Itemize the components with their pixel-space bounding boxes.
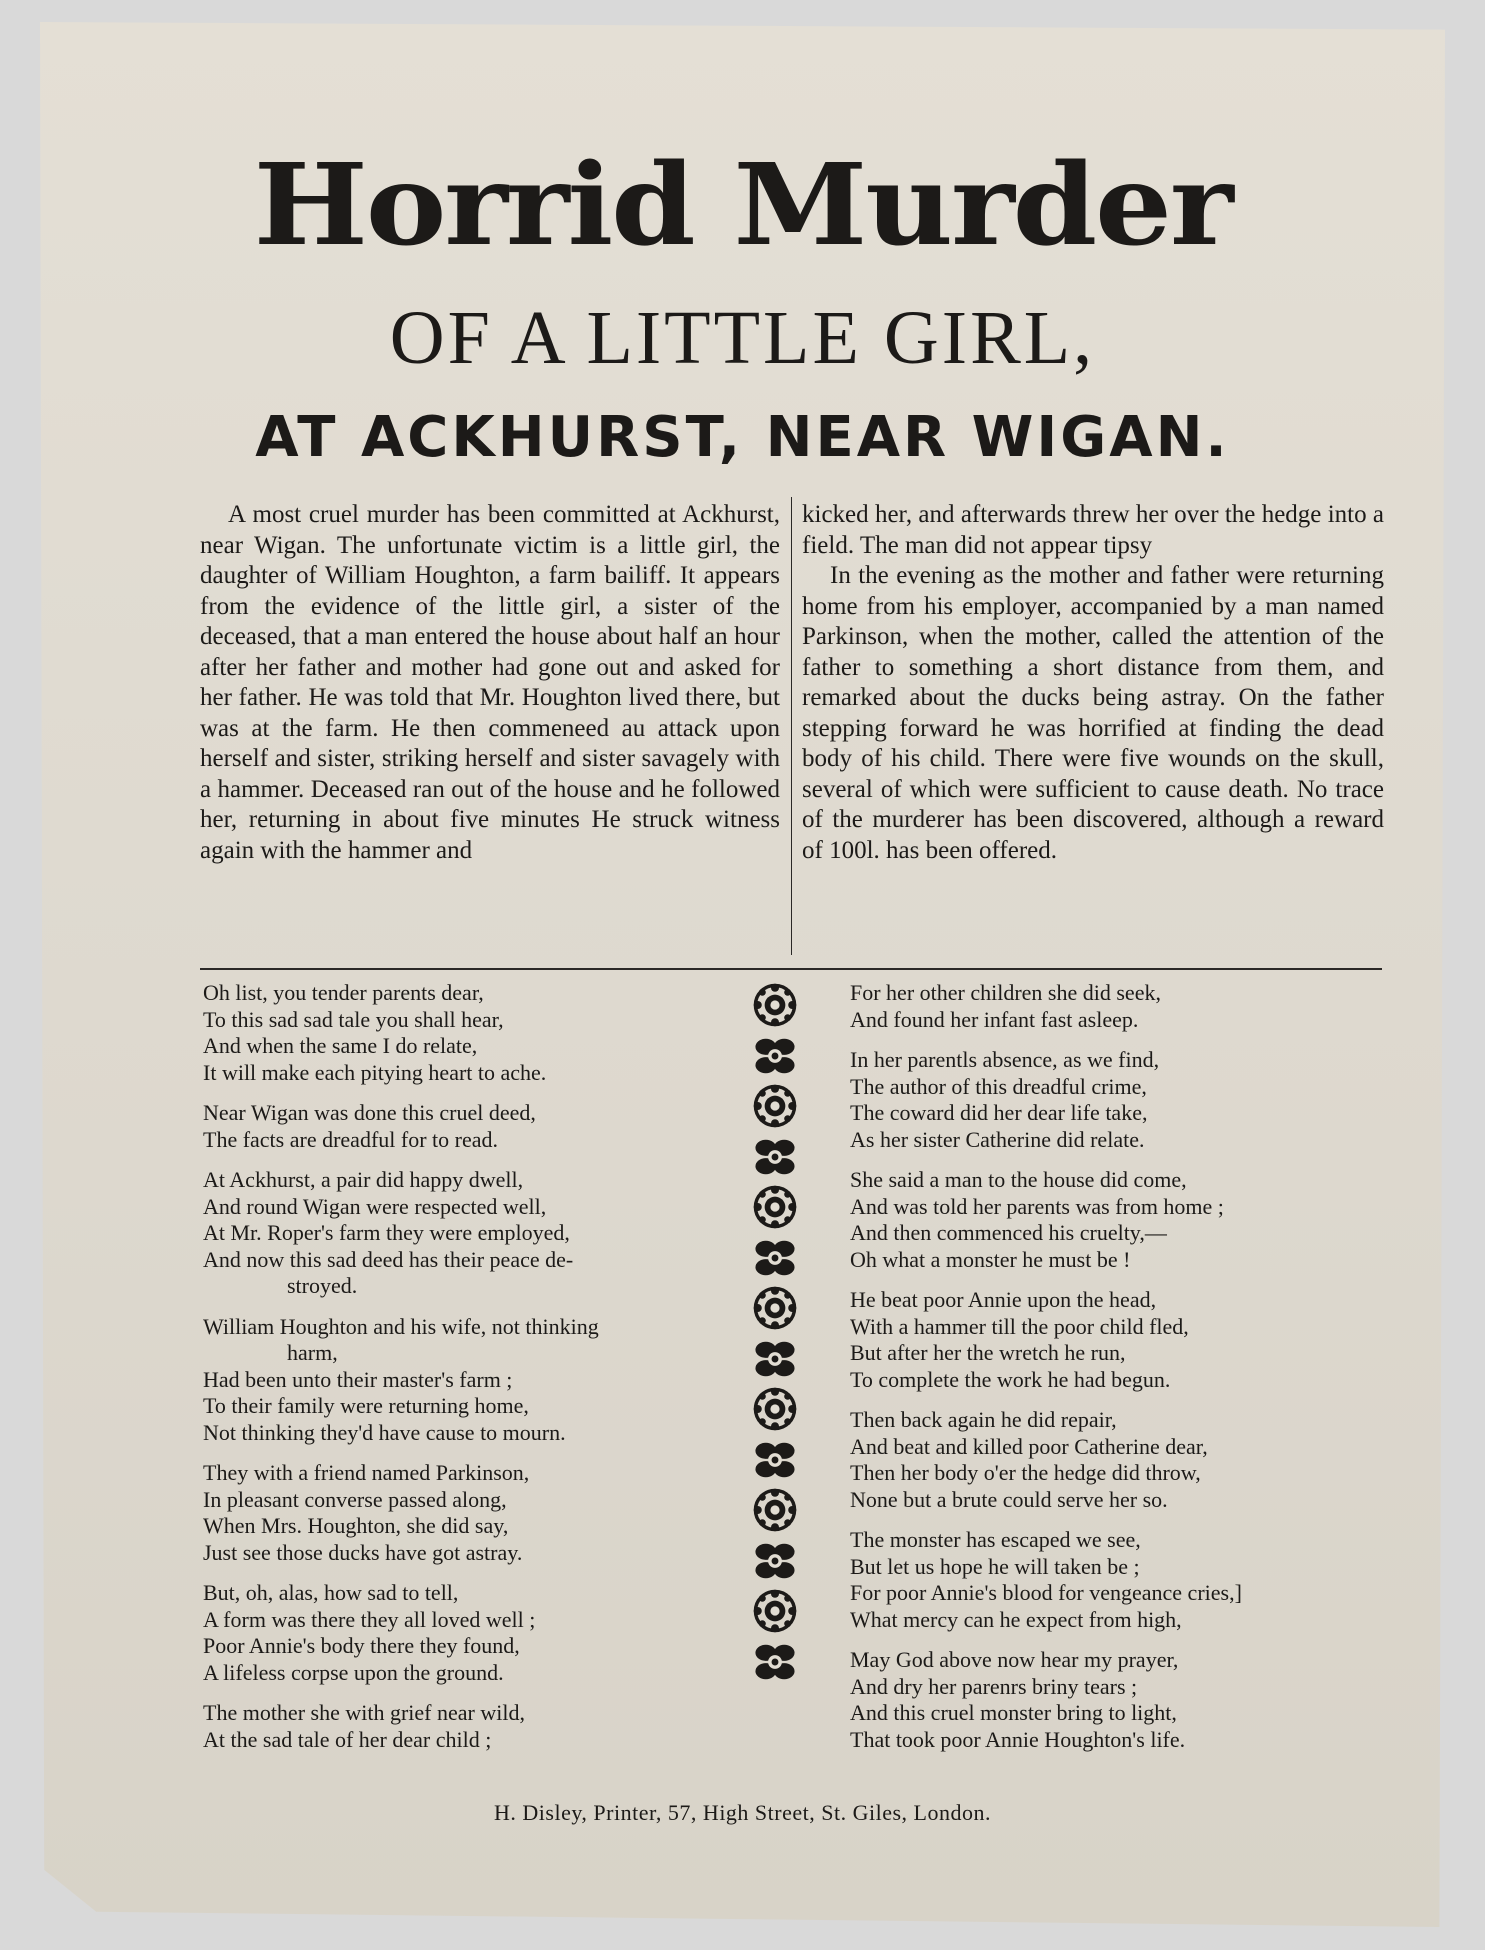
verse-line: And then commenced his cruelty,— [850, 1220, 1167, 1245]
stanza [203, 1167, 743, 1300]
ornament-column [752, 982, 798, 1689]
verse-line: The monster has escaped we see, [850, 1527, 1141, 1552]
verse-line: He beat poor Annie upon the head, [850, 1287, 1157, 1312]
verse-line: It will make each pitying heart to ache. [203, 1059, 547, 1085]
rosette-ornament-icon [752, 1386, 798, 1432]
verse-line: As her sister Catherine did relate. [850, 1126, 1145, 1152]
column-divider [791, 497, 792, 955]
verse-line: A lifeless corpse upon the ground. [203, 1659, 504, 1685]
verse-line: Just see those ducks have got astray. [203, 1539, 523, 1565]
verse-line: stroyed. [287, 1273, 358, 1298]
rosette-ornament-icon [752, 1437, 798, 1483]
verse-line: But after her the wretch he run, [850, 1340, 1126, 1365]
rosette-ornament-icon [752, 1033, 798, 1079]
prose-column-right [802, 500, 1384, 866]
verse-line: At the sad tale of her dear child ; [203, 1726, 492, 1752]
verse-line: A form was there they all loved well ; [203, 1606, 536, 1632]
stanza [203, 1580, 743, 1686]
verse-line: Oh what a monster he must be ! [850, 1246, 1131, 1272]
prose-paragraph: A most cruel murder has been committed at Ackhurst, near Wigan. The unfortunate victim is a little girl, the daughter of William Houghton, a farm bailiff. It appears from the evidence of the little girl, a sister of the deceased, that a man entered the house about half an hour after her father and mother had gone out and asked for her father. He was told that Mr. Houghton lived there, but was at the farm. He then commeneed au attack upon herself and sister, striking herself and sister savagely with a hammer. Deceased ran out of the house and he followed her, returning in about five minutes He struck witness again with the hammer and [200, 501, 780, 864]
verse-line: With a hammer till the poor child fled, [850, 1313, 1189, 1339]
rosette-ornament-icon [752, 1235, 798, 1281]
verse-line: The mother she with grief near wild, [203, 1700, 525, 1725]
stanza [203, 1100, 743, 1153]
rosette-ornament-icon [752, 1538, 798, 1584]
verse-line: The coward did her dear life take, [850, 1100, 1148, 1125]
rosette-ornament-icon [752, 1336, 798, 1382]
verse-line: But, oh, alas, how sad to tell, [203, 1580, 459, 1605]
stanza [850, 1047, 1390, 1153]
verse-line: For her other children she did seek, [850, 980, 1161, 1005]
headline-subtitle: OF A LITTLE GIRL, [389, 296, 1096, 380]
stanza [203, 1460, 743, 1566]
verse-line: The facts are dreadful for to read. [203, 1126, 499, 1152]
prose-column-left [200, 500, 780, 866]
section-rule [200, 968, 1382, 970]
stanza [203, 1314, 743, 1447]
verse-line: They with a friend named Parkinson, [203, 1460, 530, 1485]
stanza [850, 1167, 1390, 1273]
verse-line: Then back again he did repair, [850, 1407, 1117, 1432]
stanza [850, 1287, 1390, 1393]
verse-line: And dry her parenrs briny tears ; [850, 1673, 1138, 1699]
rosette-ornament-icon [752, 1588, 798, 1634]
stanza [850, 980, 1390, 1033]
rosette-ornament-icon [752, 1285, 798, 1331]
prose-paragraph: In the evening as the mother and father were returning home from his employer, accompanied by a man named Parkinson, when the mother, called the attention of the father to something a short distance from them, and remarked about the ducks being astray. On the father stepping forward he was horrified at finding the dead body of his child. There were five wounds on the skull, several of which were sufficient to cause death. No trace of the murderer has been discovered, although a reward of 100l. has been offered. [802, 562, 1384, 864]
verse-line: Not thinking they'd have cause to mourn. [203, 1419, 566, 1445]
verse-line: To this sad sad tale you shall hear, [203, 1006, 504, 1032]
verse-line: For poor Annie's blood for vengeance cries,] [850, 1580, 1242, 1605]
verse-line: That took poor Annie Houghton's life. [850, 1726, 1186, 1752]
verse-line: None but a brute could serve her so. [850, 1486, 1168, 1512]
printer-imprint: H. Disley, Printer, 57, High Street, St. Giles, London. [494, 1800, 991, 1825]
verse-line: Poor Annie's body there they found, [203, 1633, 520, 1658]
verse-line: When Mrs. Houghton, she did say, [203, 1513, 509, 1538]
verse-line: May God above now hear my prayer, [850, 1647, 1179, 1672]
ballad-column-right [850, 980, 1390, 1767]
verse-line: Then her body o'er the hedge did throw, [850, 1460, 1201, 1485]
verse-line: In her parentls absence, as we find, [850, 1047, 1160, 1072]
rosette-ornament-icon [752, 982, 798, 1028]
stanza [850, 1647, 1390, 1753]
rosette-ornament-icon [752, 1134, 798, 1180]
verse-line: And now this sad deed has their peace de- [203, 1246, 574, 1272]
stanza [850, 1527, 1390, 1633]
verse-line: But let us hope he will taken be ; [850, 1553, 1140, 1579]
headline-title: Horrid Murder [253, 140, 1232, 271]
stanza [850, 1407, 1390, 1513]
verse-line: Had been unto their master's farm ; [203, 1366, 513, 1392]
stanza [203, 1700, 743, 1753]
ballad-column-left [203, 980, 743, 1767]
verse-line: Oh list, you tender parents dear, [203, 980, 484, 1005]
verse-line: In pleasant converse passed along, [203, 1486, 507, 1512]
rosette-ornament-icon [752, 1639, 798, 1685]
verse-line: And found her infant fast asleep. [850, 1006, 1139, 1032]
verse-line: And round Wigan were respected well, [203, 1193, 547, 1219]
rosette-ornament-icon [752, 1083, 798, 1129]
verse-line: To their family were returning home, [203, 1393, 529, 1418]
verse-line: harm, [287, 1340, 338, 1365]
verse-line: And beat and killed poor Catherine dear, [850, 1433, 1208, 1459]
verse-line: The author of this dreadful crime, [850, 1073, 1147, 1099]
headline-location: AT ACKHURST, NEAR WIGAN. [255, 405, 1230, 470]
verse-line: What mercy can he expect from high, [850, 1606, 1182, 1632]
verse-line: And was told her parents was from home ; [850, 1193, 1224, 1219]
verse-line: William Houghton and his wife, not thinking [203, 1313, 599, 1339]
rosette-ornament-icon [752, 1487, 798, 1533]
verse-line: And when the same I do relate, [203, 1033, 478, 1058]
rosette-ornament-icon [752, 1184, 798, 1230]
verse-line: At Mr. Roper's farm they were employed, [203, 1220, 570, 1245]
verse-line: To complete the work he had begun. [850, 1366, 1171, 1392]
verse-line: At Ackhurst, a pair did happy dwell, [203, 1167, 524, 1192]
stanza [203, 980, 743, 1086]
prose-paragraph: kicked her, and afterwards threw her over the hedge into a field. The man did not appear tipsy [802, 501, 1384, 559]
verse-line: She said a man to the house did come, [850, 1167, 1187, 1192]
verse-line: Near Wigan was done this cruel deed, [203, 1100, 536, 1125]
verse-line: And this cruel monster bring to light, [850, 1700, 1177, 1725]
